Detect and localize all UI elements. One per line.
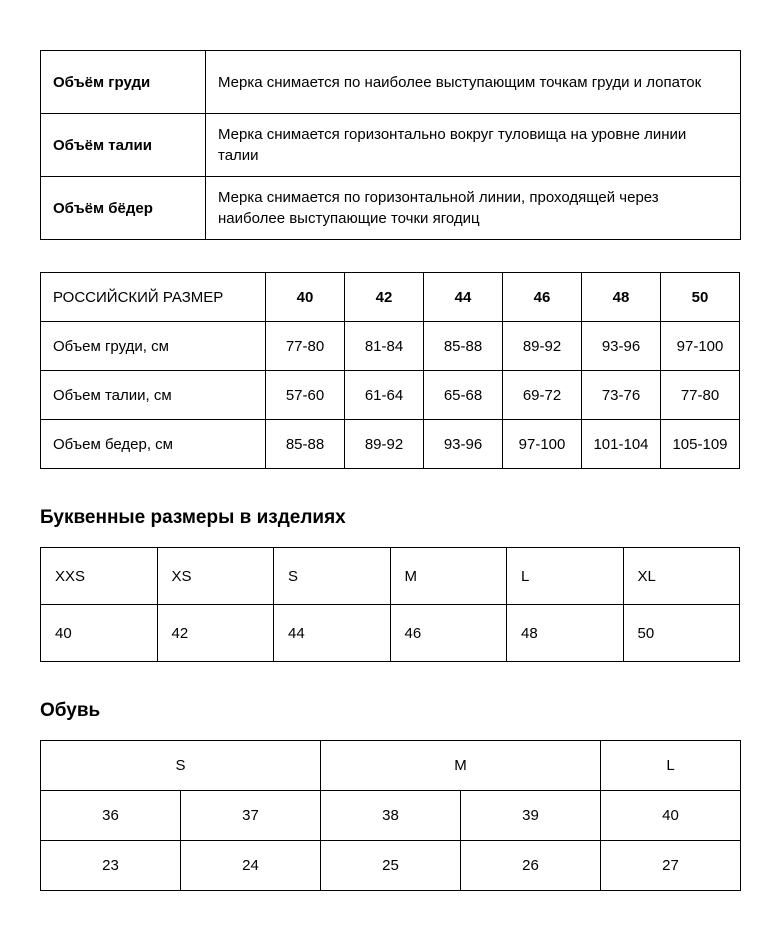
size-value-cell: 69-72	[503, 371, 582, 420]
shoe-group-header: L	[601, 741, 741, 791]
letter-size-cell: XXS	[41, 548, 158, 605]
size-value-cell: 101-104	[582, 420, 661, 469]
size-value-cell: 85-88	[424, 322, 503, 371]
table-row	[41, 322, 740, 371]
size-value-cell: 89-92	[503, 322, 582, 371]
table-row	[41, 420, 740, 469]
measurement-name-cell: Объём бёдер	[41, 177, 206, 240]
size-column-header: 42	[345, 273, 424, 322]
size-column-header: 46	[503, 273, 582, 322]
shoe-size-cell: 38	[321, 791, 461, 841]
size-value-cell: 77-80	[266, 322, 345, 371]
letter-sizes-heading: Буквенные размеры в изделиях	[40, 507, 346, 528]
size-value-cell: 81-84	[345, 322, 424, 371]
size-value-cell: 105-109	[661, 420, 740, 469]
row-label-cell: Объем талии, см	[41, 371, 266, 420]
size-value-cell: 65-68	[424, 371, 503, 420]
measurement-definitions-table	[40, 50, 741, 240]
size-value-cell: 77-80	[661, 371, 740, 420]
letter-size-cell: XL	[623, 548, 740, 605]
shoe-group-header: M	[321, 741, 601, 791]
shoe-size-cell: 36	[41, 791, 181, 841]
shoe-size-cell: 25	[321, 841, 461, 891]
size-value-cell: 85-88	[266, 420, 345, 469]
shoe-size-cell: 23	[41, 841, 181, 891]
size-column-header: 44	[424, 273, 503, 322]
letter-size-cell: XS	[157, 548, 274, 605]
measurement-row	[41, 51, 741, 114]
letter-size-cell: S	[274, 548, 391, 605]
table-header-row	[41, 548, 740, 605]
russian-size-table	[40, 272, 740, 469]
shoes-heading: Обувь	[40, 700, 101, 721]
table-row	[41, 605, 740, 662]
numeric-size-cell: 50	[623, 605, 740, 662]
table-header-row	[41, 741, 741, 791]
letter-size-table	[40, 547, 740, 662]
size-column-header: 50	[661, 273, 740, 322]
shoe-size-cell: 24	[181, 841, 321, 891]
numeric-size-cell: 46	[390, 605, 507, 662]
shoe-size-cell: 37	[181, 791, 321, 841]
shoe-size-table	[40, 740, 741, 891]
size-value-cell: 93-96	[582, 322, 661, 371]
numeric-size-cell: 44	[274, 605, 391, 662]
table-row	[41, 841, 741, 891]
size-value-cell: 57-60	[266, 371, 345, 420]
table-header-row	[41, 273, 740, 322]
table-row	[41, 371, 740, 420]
shoe-size-cell: 39	[461, 791, 601, 841]
measurement-name-cell: Объём талии	[41, 114, 206, 177]
size-value-cell: 97-100	[661, 322, 740, 371]
size-column-header: 40	[266, 273, 345, 322]
size-value-cell: 97-100	[503, 420, 582, 469]
measurement-description-cell: Мерка снимается по наиболее выступающим точкам груди и лопаток	[206, 51, 741, 114]
measurement-description-cell: Мерка снимается по горизонтальной линии, проходящей через наиболее выступающие точки ягодиц	[206, 177, 741, 240]
size-column-header: 48	[582, 273, 661, 322]
numeric-size-cell: 48	[507, 605, 624, 662]
size-value-cell: 61-64	[345, 371, 424, 420]
shoe-group-header: S	[41, 741, 321, 791]
shoe-size-cell: 26	[461, 841, 601, 891]
letter-size-cell: L	[507, 548, 624, 605]
measurement-description-cell: Мерка снимается горизонтально вокруг туловища на уровне линии талии	[206, 114, 741, 177]
numeric-size-cell: 42	[157, 605, 274, 662]
measurement-row	[41, 114, 741, 177]
shoe-size-cell: 27	[601, 841, 741, 891]
row-label-cell: Объем бедер, см	[41, 420, 266, 469]
measurement-name-cell: Объём груди	[41, 51, 206, 114]
row-label-cell: Объем груди, см	[41, 322, 266, 371]
letter-size-cell: M	[390, 548, 507, 605]
size-value-cell: 93-96	[424, 420, 503, 469]
size-value-cell: 89-92	[345, 420, 424, 469]
size-value-cell: 73-76	[582, 371, 661, 420]
numeric-size-cell: 40	[41, 605, 158, 662]
russian-size-header-label: РОССИЙСКИЙ РАЗМЕР	[41, 273, 266, 322]
measurement-row	[41, 177, 741, 240]
shoe-size-cell: 40	[601, 791, 741, 841]
table-row	[41, 791, 741, 841]
